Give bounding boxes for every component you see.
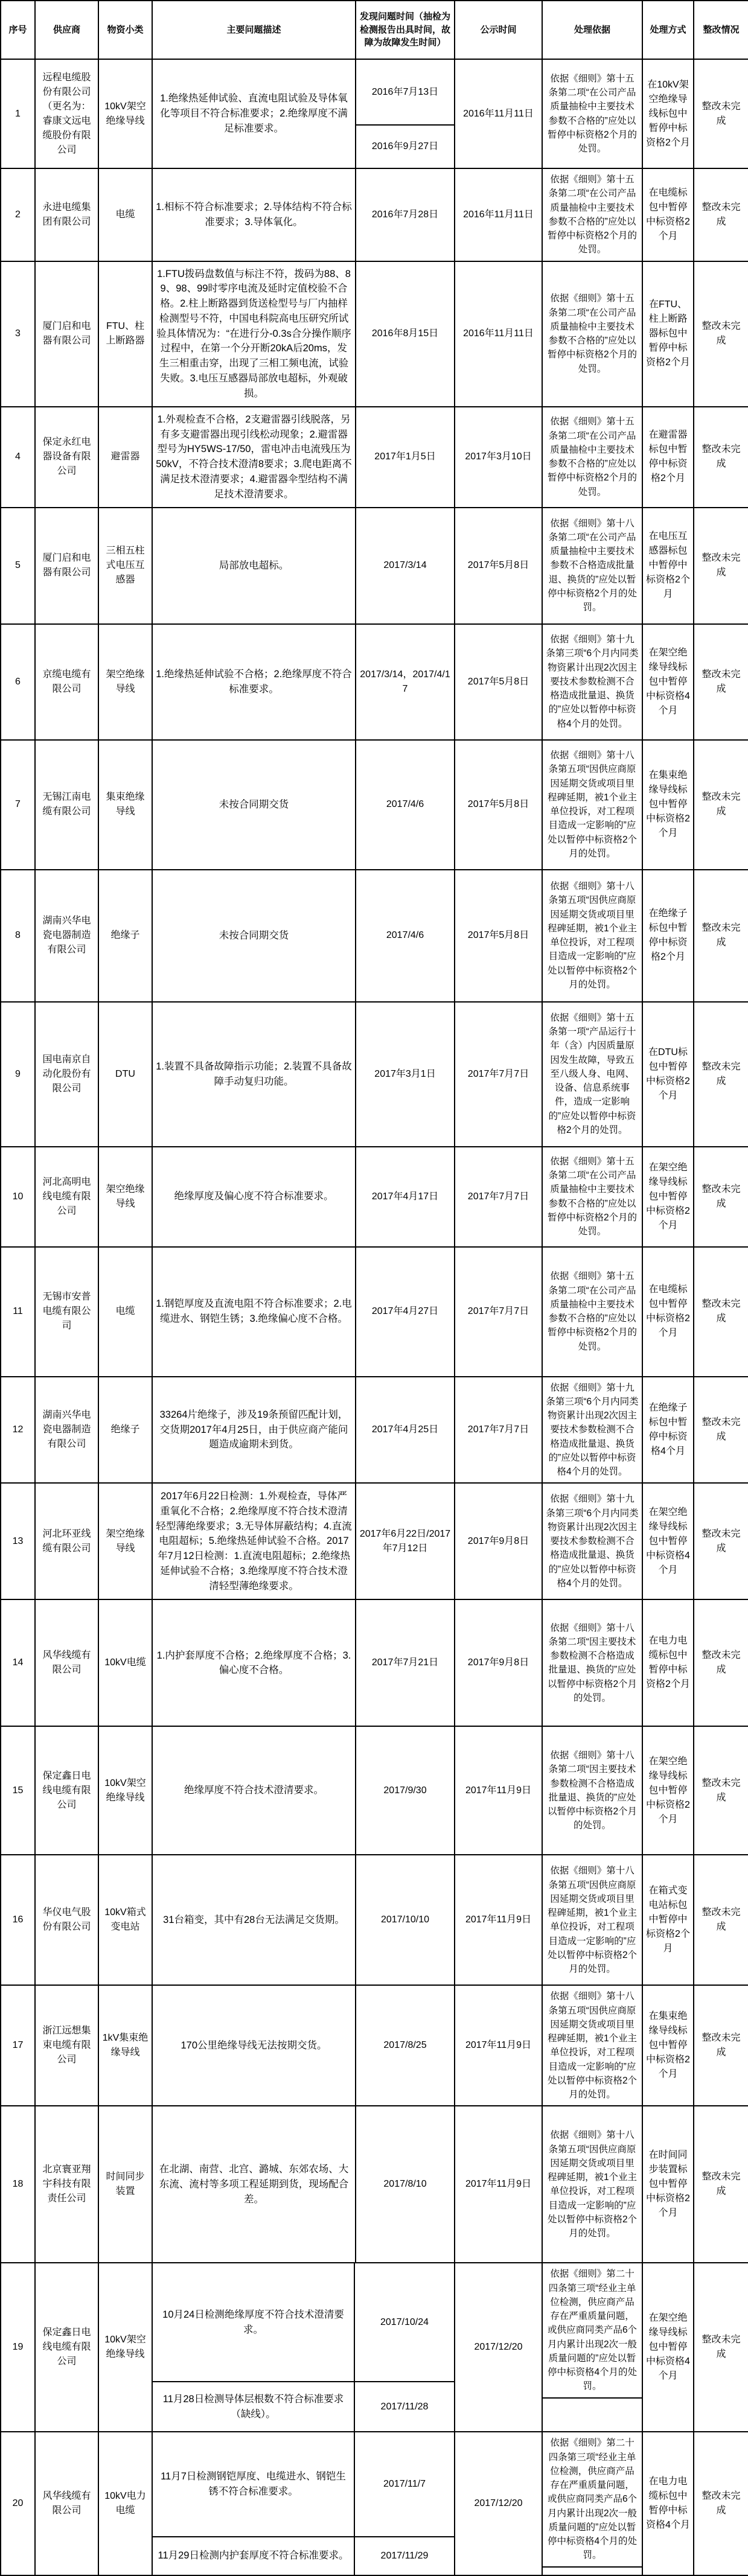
cell-found-time: 2017年4月17日	[356, 1147, 455, 1248]
col-header-category: 物资小类	[99, 1, 153, 60]
col-header-publish-time: 公示时间	[455, 1, 543, 60]
cell-index: 10	[1, 1147, 36, 1248]
table-row	[1, 1600, 748, 1727]
cell-category: 三相五柱式电压互感器	[99, 508, 153, 625]
cell-basis: 依据《细则》第十九条第三项“6个月内同类物资累计出现2次因主要技术参数检测不合格造成批量退、换货的”应处以暂停中标资格4个月的处罚。	[543, 1484, 643, 1600]
cell-action: 在架空绝缘导线标包中暂停中标资格4个月	[643, 625, 694, 741]
cell-action: 在10kV架空绝缘导线标包中暂停中标资格2个月	[643, 60, 694, 169]
cell-problem: 33264片绝缘子，涉及19条预留匹配计划，交货期2017年4月25日，由于供应商产能问题造成逾期未到货。	[153, 1377, 356, 1484]
cell-category: 10kV电缆	[99, 1600, 153, 1727]
cell-problem: 1.装置不具备故障指示功能；2.装置不具备故障手动复归功能。	[153, 1003, 356, 1147]
cell-supplier: 湖南兴华电瓷电器制造有限公司	[36, 1377, 99, 1484]
cell-action: 在FTU、柱上断路器标包中暂停中标资格2个月	[643, 262, 694, 407]
cell-action: 在集束绝缘导线标包中暂停中标资格2个月	[643, 1986, 694, 2106]
cell-basis-split	[543, 2432, 643, 2575]
cell-found-time: 2017年4月25日	[356, 1377, 455, 1484]
cell-category: 10kV架空绝缘导线	[99, 1727, 153, 1855]
cell-problem: 1.相标不符合标准要求；2.导体结构不符合标准要求；3.导体氧化。	[153, 169, 356, 262]
cell-category: 电缆	[99, 1248, 153, 1377]
empty-subcell	[543, 2397, 642, 2432]
cell-basis-split	[543, 2263, 643, 2432]
cell-action: 在电缆标包中暂停中标资格2个月	[643, 169, 694, 262]
cell-category: 避雷器	[99, 407, 153, 508]
cell-publish-time: 2017年3月10日	[455, 407, 543, 508]
cell-problem: 未按合同期交货	[153, 741, 356, 870]
cell-category: 10kV架空绝缘导线	[99, 60, 153, 169]
cell-publish-time: 2017年11月9日	[455, 1727, 543, 1855]
table-row	[1, 407, 748, 508]
cell-index: 14	[1, 1600, 36, 1727]
cell-problem: 1.绝缘热延伸试验不合格；2.绝缘厚度不符合标准要求。	[153, 625, 356, 741]
cell-publish-time: 2017年11月9日	[455, 1986, 543, 2106]
cell-basis: 依据《细则》第十八条第二项“因主要技术参数检测不合格造成批量退、换货的”应处以暂停中标资格2个月的处罚。	[543, 1727, 643, 1855]
table-row	[1, 262, 748, 407]
cell-action: 在电缆标包中暂停中标资格2个月	[643, 1248, 694, 1377]
cell-index: 19	[1, 2263, 36, 2432]
cell-found-time: 2017/8/25	[356, 1986, 455, 2106]
cell-basis: 依据《细则》第十九条第三项“6个月内同类物资累计出现2次因主要技术参数检测不合格造成批量退、换货的”应处以暂停中标资格4个月的处罚。	[543, 1377, 643, 1484]
cell-action: 在时间同步装置标包中暂停中标资格2个月	[643, 2106, 694, 2263]
cell-status: 整改未完成	[694, 60, 748, 169]
cell-status: 整改未完成	[694, 625, 748, 741]
cell-category: 集束绝缘导线	[99, 741, 153, 870]
cell-category: 10kV架空绝缘导线	[99, 2263, 153, 2432]
cell-publish-time: 2017年5月8日	[455, 508, 543, 625]
problem-time-subrow	[153, 2263, 454, 2381]
cell-publish-time: 2017年7月7日	[455, 1248, 543, 1377]
cell-index: 12	[1, 1377, 36, 1484]
cell-action: 在绝缘子标包中暂停中标资格2个月	[643, 870, 694, 1003]
cell-action: 在集束绝缘导线标包中暂停中标资格2个月	[643, 741, 694, 870]
cell-basis: 依据《细则》第十五条第二项“在公司产品质量抽检中主要技术参数不合格的”应处以暂停中标资格2个月的处罚。	[543, 262, 643, 407]
cell-supplier: 京缆电缆有限公司	[36, 625, 99, 741]
cell-index: 4	[1, 407, 36, 508]
cell-index: 18	[1, 2106, 36, 2263]
cell-publish-time: 2017年7月7日	[455, 1377, 543, 1484]
cell-supplier: 远程电缆股份有限公司（更名为：睿康文远电缆股份有限公司	[36, 60, 99, 169]
table-row	[1, 741, 748, 870]
cell-problem: 局部放电超标。	[153, 508, 356, 625]
cell-status: 整改未完成	[694, 1003, 748, 1147]
cell-category: 架空绝缘导线	[99, 1484, 153, 1600]
cell-problem: 170公里绝缘导线无法按期交货。	[153, 1986, 356, 2106]
cell-basis: 依据《细则》第十五条第一项“产品运行十年（含）内因质量原因发生故障，导致五至八级人身、电网、设备、信息系统事件，造成一定影响的”应处以暂停中标资格2个月的处罚。	[543, 1003, 643, 1147]
cell-status: 整改未完成	[694, 2432, 748, 2575]
cell-found-time: 2017年1月5日	[356, 407, 455, 508]
table-header-row	[1, 1, 748, 60]
cell-found-time: 2017/4/6	[356, 741, 455, 870]
table-row	[1, 1377, 748, 1484]
cell-basis: 依据《细则》第十八条第二项“因主要技术参数检测不合格造成批量退、换货的”应处以暂停中标资格2个月的处罚。	[543, 1600, 643, 1727]
cell-publish-time: 2017/12/20	[455, 2263, 543, 2432]
cell-action: 在箱式变电站标包中暂停中标资格2个月	[643, 1855, 694, 1986]
cell-supplier: 北京寰亚翔宇科技有限责任公司	[36, 2106, 99, 2263]
cell-publish-time: 2017年5月8日	[455, 625, 543, 741]
cell-problem: 1.绝缘热延伸试验、直流电阻试验及导体氧化等项目不符合标准要求；2.绝缘厚度不满足标准要求。	[153, 60, 356, 169]
cell-found-time: 2017/10/24	[380, 2316, 429, 2327]
problem-time-subrow	[153, 2432, 454, 2536]
col-header-index: 序号	[1, 1, 36, 60]
cell-found-time: 2017年3月1日	[356, 1003, 455, 1147]
cell-supplier: 厦门启和电器有限公司	[36, 262, 99, 407]
cell-found-time: 2017年7月21日	[356, 1600, 455, 1727]
cell-category: 电缆	[99, 169, 153, 262]
cell-basis: 依据《细则》第十五条第二项“在公司产品质量抽检中主要技术参数不合格的”应处以暂停中标资格2个月的处罚。	[543, 169, 643, 262]
cell-problem: 1.钢铠厚度及直流电阻不符合标准要求；2.电缆进水、钢铠生锈；3.绝缘偏心度不合格。	[153, 1248, 356, 1377]
cell-category: 1kV集束绝缘导线	[99, 1986, 153, 2106]
cell-action: 在绝缘子标包中暂停中标资格4个月	[643, 1377, 694, 1484]
cell-category: DTU	[99, 1003, 153, 1147]
cell-status: 整改未完成	[694, 2263, 748, 2432]
cell-publish-time: 2017/12/20	[455, 2432, 543, 2575]
cell-found-time: 2017年6月22日/2017年7月12日	[356, 1484, 455, 1600]
cell-basis: 依据《细则》第十五条第二项“在公司产品质量抽检中主要技术参数不合格的”应处以暂停中标资格2个月的处罚。	[543, 1248, 643, 1377]
cell-publish-time: 2016年11月11日	[455, 60, 543, 169]
cell-supplier: 河北高明电线电缆有限公司	[36, 1147, 99, 1248]
cell-problem: 2017年6月22日检测：1.外观检查，导体严重氧化不合格；2.绝缘厚度不符合技术澄清轻型薄绝缘要求；3.无导体屏蔽结构；4.直流电阻超标；5.绝缘热延伸试验不合格。2017年7月12日检测：1.直流电阻超标；2.绝缘热延伸试验不合格；3.绝缘厚度不符合技术澄清轻型薄绝缘要求。	[153, 1484, 356, 1600]
cell-basis: 依据《细则》第十五条第二项“在公司产品质量抽检中主要技术参数不合格的”应处以暂停中标资格2个月的处罚。	[543, 407, 643, 508]
col-header-status: 整改情况	[694, 1, 748, 60]
cell-supplier: 无锡市安普电缆有限公司	[36, 1248, 99, 1377]
cell-index: 9	[1, 1003, 36, 1147]
cell-publish-time: 2017年9月8日	[455, 1484, 543, 1600]
cell-problem: 在北湖、南营、北宫、潞城、东郊农场、大东流、流村等多项工程延期到货，现场配合差。	[153, 2106, 356, 2263]
found-time-subcell: 2016年9月27日	[356, 124, 454, 168]
cell-basis: 依据《细则》第十八条第二项“在公司产品质量抽检中主要技术参数不合格造成批量退、换货的”应处以暂停中标资格2个月的处罚。	[543, 508, 643, 625]
cell-status: 整改未完成	[694, 1248, 748, 1377]
cell-index: 6	[1, 625, 36, 741]
cell-publish-time: 2017年5月8日	[455, 870, 543, 1003]
cell-basis: 依据《细则》第十九条第三项“6个月内同类物资累计出现2次因主要技术参数检测不合格造成批量退、换货的”应处以暂停中标资格4个月的处罚。	[543, 625, 643, 741]
cell-publish-time: 2016年11月11日	[455, 262, 543, 407]
cell-status: 整改未完成	[694, 407, 748, 508]
cell-index: 2	[1, 169, 36, 262]
cell-supplier: 保定永红电器设备有限公司	[36, 407, 99, 508]
cell-basis: 依据《细则》第十八条第五项“因供应商原因延期交货或项目里程碑延期，被1个业主单位投诉，对工程项目造成一定影响的”应处以暂停中标资格2个月的处罚。	[543, 1986, 643, 2106]
cell-status: 整改未完成	[694, 1855, 748, 1986]
table-row	[1, 1727, 748, 1855]
cell-category: 10kV电力电缆	[99, 2432, 153, 2575]
cell-action: 在架空绝缘导线标包中暂停中标资格2个月	[643, 1147, 694, 1248]
cell-problem: 绝缘厚度不符合技术澄清要求。	[153, 1727, 356, 1855]
cell-basis: 依据《细则》第十八条第五项“因供应商原因延期交货或项目里程碑延期，被1个业主单位投诉，对工程项目造成一定影响的”应处以暂停中标资格2个月的处罚。	[543, 741, 643, 870]
cell-status: 整改未完成	[694, 169, 748, 262]
cell-status: 整改未完成	[694, 1600, 748, 1727]
cell-status: 整改未完成	[694, 1484, 748, 1600]
col-header-basis: 处理依据	[543, 1, 643, 60]
cell-publish-time: 2017年7月7日	[455, 1147, 543, 1248]
cell-problem: 10月24日检测绝缘厚度不符合技术澄清要求。	[153, 2263, 355, 2381]
cell-basis: 依据《细则》第十五条第二项“在公司产品质量抽检中主要技术参数不合格的”应处以暂停中标资格2个月的处罚。	[543, 1147, 643, 1248]
col-header-problem: 主要问题描述	[153, 1, 356, 60]
table-row	[1, 60, 748, 169]
cell-found-time: 2017/8/10	[356, 2106, 455, 2263]
cell-category: 绝缘子	[99, 1377, 153, 1484]
cell-problem: 11月7日检测钢铠厚度、电缆进水、钢铠生锈不符合标准要求。	[153, 2432, 355, 2536]
cell-supplier: 风华线缆有限公司	[36, 2432, 99, 2575]
col-header-supplier: 供应商	[36, 1, 99, 60]
cell-index: 3	[1, 262, 36, 407]
cell-category: 绝缘子	[99, 870, 153, 1003]
cell-publish-time: 2016年11月11日	[455, 169, 543, 262]
cell-problem: 1.外观检查不合格，2支避雷器引线脱落，另有多支避雷器出现引线松动现象；2.避雷器型号为HY5WS-17/50，雷电冲击电流残压为50kV，不符合技术澄清8要求；3.爬电距离不满足技术澄清要求；4.避雷器伞型结构不满足技术澄清要求。	[153, 407, 356, 508]
table-row	[1, 1855, 748, 1986]
cell-problem: 1.FTU拨码盘数值与标注不符，拨码为88、89、98、99时零序电流及延时定值校验不合格。2.柱上断路器到货送检型号与厂内抽样检测型号不符，中国电科院高电压研究所试验具体情况为：“在进行分-0.3s合分操作顺序过程中，在第一个分开断20kA后20ms，发生三相重击穿，出现了三相工频电流，试验失败。3.电压互感器局部放电超标，外观破损。	[153, 262, 356, 407]
cell-action: 在避雷器标包中暂停中标资格2个月	[643, 407, 694, 508]
cell-index: 7	[1, 741, 36, 870]
cell-publish-time: 2017年5月8日	[455, 741, 543, 870]
cell-category: 10kV箱式变电站	[99, 1855, 153, 1986]
cell-supplier: 浙江远想集束电缆有限公司	[36, 1986, 99, 2106]
cell-publish-time: 2017年7月7日	[455, 1003, 543, 1147]
cell-publish-time: 2017年11月9日	[455, 2106, 543, 2263]
table-row	[1, 508, 748, 625]
cell-supplier: 保定鑫日电线电缆有限公司	[36, 1727, 99, 1855]
cell-basis: 依据《细则》第十八条第五项“因供应商原因延期交货或项目里程碑延期，被1个业主单位投诉，对工程项目造成一定影响的”应处以暂停中标资格2个月的处罚。	[543, 1855, 643, 1986]
cell-action: 在DTU标包中暂停中标资格2个月	[643, 1003, 694, 1147]
cell-supplier: 风华线缆有限公司	[36, 1600, 99, 1727]
cell-action: 在架空绝缘导线标包中暂停中标资格4个月	[643, 2263, 694, 2432]
cell-index: 17	[1, 1986, 36, 2106]
cell-status: 整改未完成	[694, 262, 748, 407]
cell-status: 整改未完成	[694, 1147, 748, 1248]
col-header-action: 处理方式	[643, 1, 694, 60]
cell-category: 架空绝缘导线	[99, 625, 153, 741]
cell-action: 在架空绝缘导线标包中暂停中标资格4个月	[643, 1484, 694, 1600]
cell-action: 在电力电缆标包中暂停中标资格4个月	[643, 2432, 694, 2575]
problem-time-subrow	[153, 2536, 454, 2574]
cell-found-time: 2017/11/28	[380, 2401, 429, 2412]
table-row	[1, 870, 748, 1003]
table-row	[1, 2432, 748, 2575]
cell-publish-time: 2017年9月8日	[455, 1600, 543, 1727]
cell-category: FTU、柱上断路器	[99, 262, 153, 407]
cell-problem: 未按合同期交货	[153, 870, 356, 1003]
problem-time-subrow	[153, 2381, 454, 2431]
cell-index: 13	[1, 1484, 36, 1600]
cell-category: 时间同步装置	[99, 2106, 153, 2263]
cell-basis: 依据《细则》第十八条第五项“因供应商原因延期交货或项目里程碑延期，被1个业主单位投诉，对工程项目造成一定影响的”应处以暂停中标资格2个月的处罚。	[543, 2106, 643, 2263]
cell-problem: 11月28日检测导体层根数不符合标准要求（缺线）。	[153, 2382, 355, 2431]
cell-problem: 31台箱变，其中有28台无法满足交货期。	[153, 1855, 356, 1986]
table-row	[1, 1003, 748, 1147]
cell-index: 8	[1, 870, 36, 1003]
empty-subcell	[543, 2566, 642, 2575]
table-row	[1, 2106, 748, 2263]
table-row	[1, 625, 748, 741]
cell-found-time: 2017/9/30	[356, 1727, 455, 1855]
cell-found-time: 2017/3/14	[356, 508, 455, 625]
cell-supplier: 保定鑫日电线电缆有限公司	[36, 2263, 99, 2432]
cell-status: 整改未完成	[694, 870, 748, 1003]
cell-found-time: 2017/11/29	[380, 2550, 429, 2561]
cell-problem: 1.内护套厚度不合格；2.绝缘厚度不合格；3.偏心度不合格。	[153, 1600, 356, 1727]
table-row	[1, 1147, 748, 1248]
cell-index: 11	[1, 1248, 36, 1377]
cell-found-time-split	[356, 60, 455, 169]
cell-problem-time-group	[153, 2432, 455, 2575]
cell-supplier: 厦门启和电器有限公司	[36, 508, 99, 625]
cell-supplier: 国电南京自动化股份有限公司	[36, 1003, 99, 1147]
cell-basis: 依据《细则》第二十四条第三项“经业主单位检测，供应商产品存在严重质量问题，或供应商同类产品6个月内累计出现2次一般质量问题的”应处以暂停中标资格4个月的处罚。	[547, 2269, 638, 2392]
table-row	[1, 1484, 748, 1600]
cell-found-time: 2016年8月15日	[356, 262, 455, 407]
cell-index: 5	[1, 508, 36, 625]
cell-publish-time: 2017年11月9日	[455, 1855, 543, 1986]
cell-status: 整改未完成	[694, 1377, 748, 1484]
table-row	[1, 2263, 748, 2432]
cell-status: 整改未完成	[694, 741, 748, 870]
cell-index: 16	[1, 1855, 36, 1986]
cell-basis: 依据《细则》第二十四条第三项“经业主单位检测，供应商产品存在严重质量问题，或供应商同类产品6个月内累计出现2次一般质量问题的”应处以暂停中标资格4个月的处罚。	[547, 2438, 638, 2561]
cell-category: 架空绝缘导线	[99, 1147, 153, 1248]
cell-found-time: 2017/4/6	[356, 870, 455, 1003]
table-row	[1, 1986, 748, 2106]
cell-action: 在架空绝缘导线标包中暂停中标资格2个月	[643, 1727, 694, 1855]
cell-status: 整改未完成	[694, 1986, 748, 2106]
found-time-subcell: 2016年7月13日	[371, 86, 439, 97]
table-row	[1, 169, 748, 262]
cell-supplier: 河北环亚线缆有限公司	[36, 1484, 99, 1600]
cell-found-time: 2017/11/7	[383, 2479, 426, 2490]
cell-supplier: 华仪电气股份有限公司	[36, 1855, 99, 1986]
cell-found-time: 2017/3/14，2017/4/17	[356, 625, 455, 741]
cell-index: 20	[1, 2432, 36, 2575]
cell-found-time: 2017年4月27日	[356, 1248, 455, 1377]
cell-supplier: 无锡江南电缆有限公司	[36, 741, 99, 870]
cell-problem-time-group	[153, 2263, 455, 2432]
cell-index: 1	[1, 60, 36, 169]
cell-action: 在电压互感器标包中暂停中标资格2个月	[643, 508, 694, 625]
cell-basis: 依据《细则》第十五条第二项“在公司产品质量抽检中主要技术参数不合格的”应处以暂停中标资格2个月的处罚。	[543, 60, 643, 169]
cell-supplier: 永进电缆集团有限公司	[36, 169, 99, 262]
table-row	[1, 1248, 748, 1377]
cell-action: 在电力电缆标包中暂停中标资格2个月	[643, 1600, 694, 1727]
col-header-found-time: 发现问题时间（抽检为检测报告出具时间，故障为故障发生时间）	[356, 1, 455, 60]
cell-supplier: 湖南兴华电瓷电器制造有限公司	[36, 870, 99, 1003]
cell-found-time: 2017/10/10	[356, 1855, 455, 1986]
cell-status: 整改未完成	[694, 508, 748, 625]
cell-problem: 绝缘厚度及偏心度不符合标准要求。	[153, 1147, 356, 1248]
cell-found-time: 2016年7月28日	[356, 169, 455, 262]
cell-problem: 11月29日检测内护套厚度不符合标准要求。	[153, 2537, 355, 2574]
cell-index: 15	[1, 1727, 36, 1855]
cell-status: 整改未完成	[694, 2106, 748, 2263]
cell-status: 整改未完成	[694, 1727, 748, 1855]
cell-basis: 依据《细则》第十八条第五项“因供应商原因延期交货或项目里程碑延期，被1个业主单位投诉，对工程项目造成一定影响的”应处以暂停中标资格2个月的处罚。	[543, 870, 643, 1003]
